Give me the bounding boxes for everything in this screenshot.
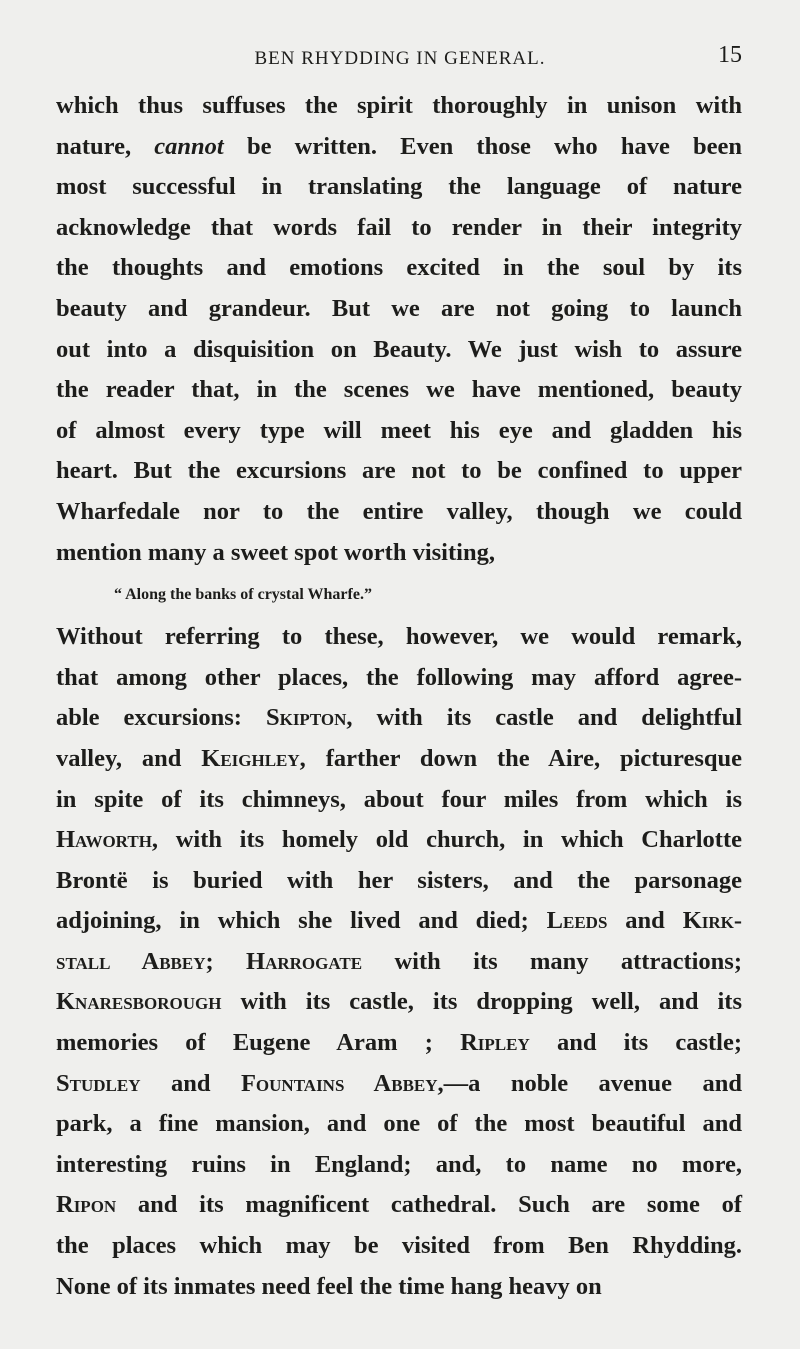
text-line: Wharfedale nor to the entire valley, though we could xyxy=(56,497,742,525)
place-name: Studley xyxy=(56,1069,141,1097)
text-line: the places which may be visited from Ben Rhydding. xyxy=(56,1232,742,1260)
text-line: that among other places, the following may afford agree- xyxy=(56,663,742,691)
text-line: out into a disquisition on Beauty. We just wish to assure xyxy=(56,335,742,363)
place-name: Skipton, xyxy=(265,704,353,732)
text-line: Without referring to these, however, we would remark, xyxy=(56,623,742,651)
text-line: the thoughts and emotions excited in the soul by its xyxy=(56,254,742,282)
text-line: interesting ruins in England; and, to name no more, xyxy=(56,1150,742,1178)
running-head xyxy=(56,40,744,76)
text-line: Knaresborough with its castle, its dropping well, and its xyxy=(56,988,742,1016)
text-line: Studley and Fountains Abbey,—a noble avenue and xyxy=(56,1069,743,1097)
place-name: Fountains Abbey, xyxy=(240,1069,444,1097)
emphasis: cannot xyxy=(154,132,224,160)
place-name: Knaresborough xyxy=(56,988,222,1016)
place-name: Ripley xyxy=(460,1029,530,1057)
text-line: park, a fine mansion, and one of the most beautiful and xyxy=(56,1110,742,1138)
text-line: heart. But the excursions are not to be confined to upper xyxy=(56,457,742,485)
text-line: memories of Eugene Aram ; Ripley and its castle; xyxy=(56,1029,742,1057)
text-line: mention many a sweet spot worth visiting, xyxy=(56,538,495,566)
text-line: of almost every type will meet his eye and gladden his xyxy=(56,416,742,444)
text-line: adjoining, in which she lived and died; Leeds and Kirk- xyxy=(56,907,743,935)
page-number: 15 xyxy=(718,42,742,68)
text-line: most successful in translating the language of nature xyxy=(56,173,742,201)
text-line: None of its inmates need feel the time hang heavy on xyxy=(56,1272,602,1300)
place-name: stall Abbey xyxy=(56,947,206,975)
text-line: the reader that, in the scenes we have mentioned, beauty xyxy=(56,376,742,404)
text-line: Brontë is buried with her sisters, and the parsonage xyxy=(56,866,742,894)
text-line: acknowledge that words fail to render in their integrity xyxy=(56,213,742,241)
text-line: which thus suffuses the spirit thoroughly in unison with xyxy=(56,92,742,119)
running-title: BEN RHYDDING IN GENERAL. xyxy=(254,48,546,69)
text-line: stall Abbey; Harrogate with its many attractions; xyxy=(56,947,742,975)
text-line: in spite of its chimneys, about four miles from which is xyxy=(56,785,742,813)
place-name: Haworth, xyxy=(56,826,159,854)
place-name: Keighley, xyxy=(201,744,306,772)
place-name: Kirk- xyxy=(682,907,743,935)
text-line: Ripon and its magnificent cathedral. Such are some of xyxy=(56,1191,743,1219)
place-name: Ripon xyxy=(56,1191,117,1219)
text-line: able excursions: Skipton, with its castle and delightful xyxy=(56,704,742,732)
place-name: Leeds xyxy=(546,907,608,935)
body-text xyxy=(56,86,742,1307)
text-line: valley, and Keighley, farther down the Aire, picturesque xyxy=(56,744,743,772)
place-name: Harrogate xyxy=(246,947,363,975)
text-line: beauty and grandeur. But we are not going to launch xyxy=(56,294,742,322)
block-quote: “ Along the banks of crystal Wharfe.” xyxy=(114,586,372,604)
text-line: Haworth, with its homely old church, in which Charlotte xyxy=(56,826,742,854)
text-line: nature, cannot be written. Even those who have been xyxy=(56,132,743,160)
